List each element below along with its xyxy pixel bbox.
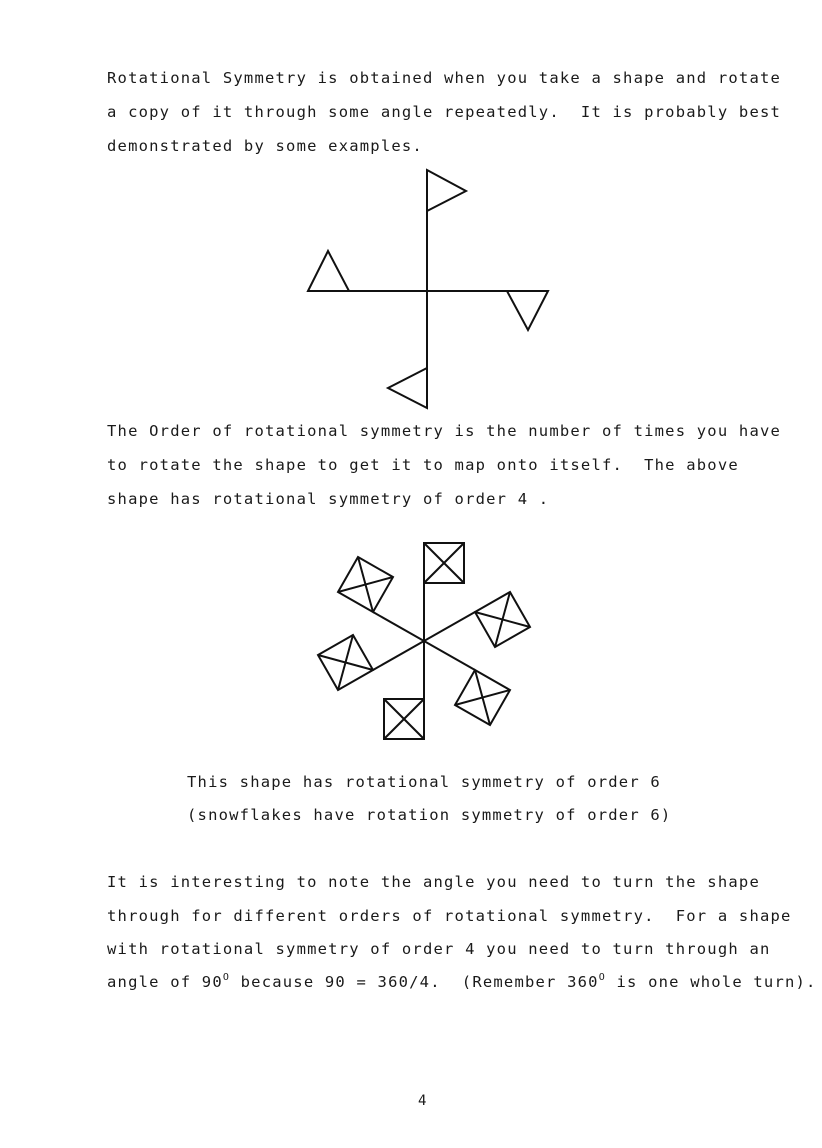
angle-line-4 — [107, 972, 817, 992]
box-lower-left — [318, 635, 373, 690]
angle-text-b: because 90 = 360/4. (Remember 360 — [230, 973, 599, 991]
angle-text-c: is one whole turn). — [605, 973, 817, 991]
angle-line-2: through for different orders of rotational symmetry. For a shape — [107, 907, 792, 925]
box-top — [424, 543, 464, 583]
box-upper-left — [338, 557, 393, 612]
angle-line-3: with rotational symmetry of order 4 you need to turn through an — [107, 940, 771, 958]
box-lower-right — [455, 670, 510, 725]
angle-line-1: It is interesting to note the angle you need to turn the shape — [107, 873, 760, 891]
spokes — [373, 583, 475, 699]
order-line-2: to rotate the shape to get it to map onto itself. The above — [107, 456, 739, 474]
order-line-1: The Order of rotational symmetry is the number of times you have — [107, 422, 782, 440]
angle-text-a: angle of 90 — [107, 973, 223, 991]
degree-symbol-2: O — [598, 972, 606, 983]
order-line-3: shape has rotational symmetry of order 4 . — [107, 490, 550, 508]
caption-line-2: (snowflakes have rotation symmetry of order 6) — [187, 806, 672, 824]
intro-line-3: demonstrated by some examples. — [107, 137, 423, 155]
degree-symbol-1: O — [222, 972, 231, 983]
intro-line-2: a copy of it through some angle repeatedly. It is probably best — [107, 103, 782, 121]
intro-line-1: Rotational Symmetry is obtained when you take a shape and rotate — [107, 69, 782, 87]
caption-line-1: This shape has rotational symmetry of order 6 — [187, 773, 661, 791]
page-number: 4 — [418, 1093, 427, 1109]
box-upper-right — [475, 592, 530, 647]
box-bottom — [384, 699, 424, 739]
